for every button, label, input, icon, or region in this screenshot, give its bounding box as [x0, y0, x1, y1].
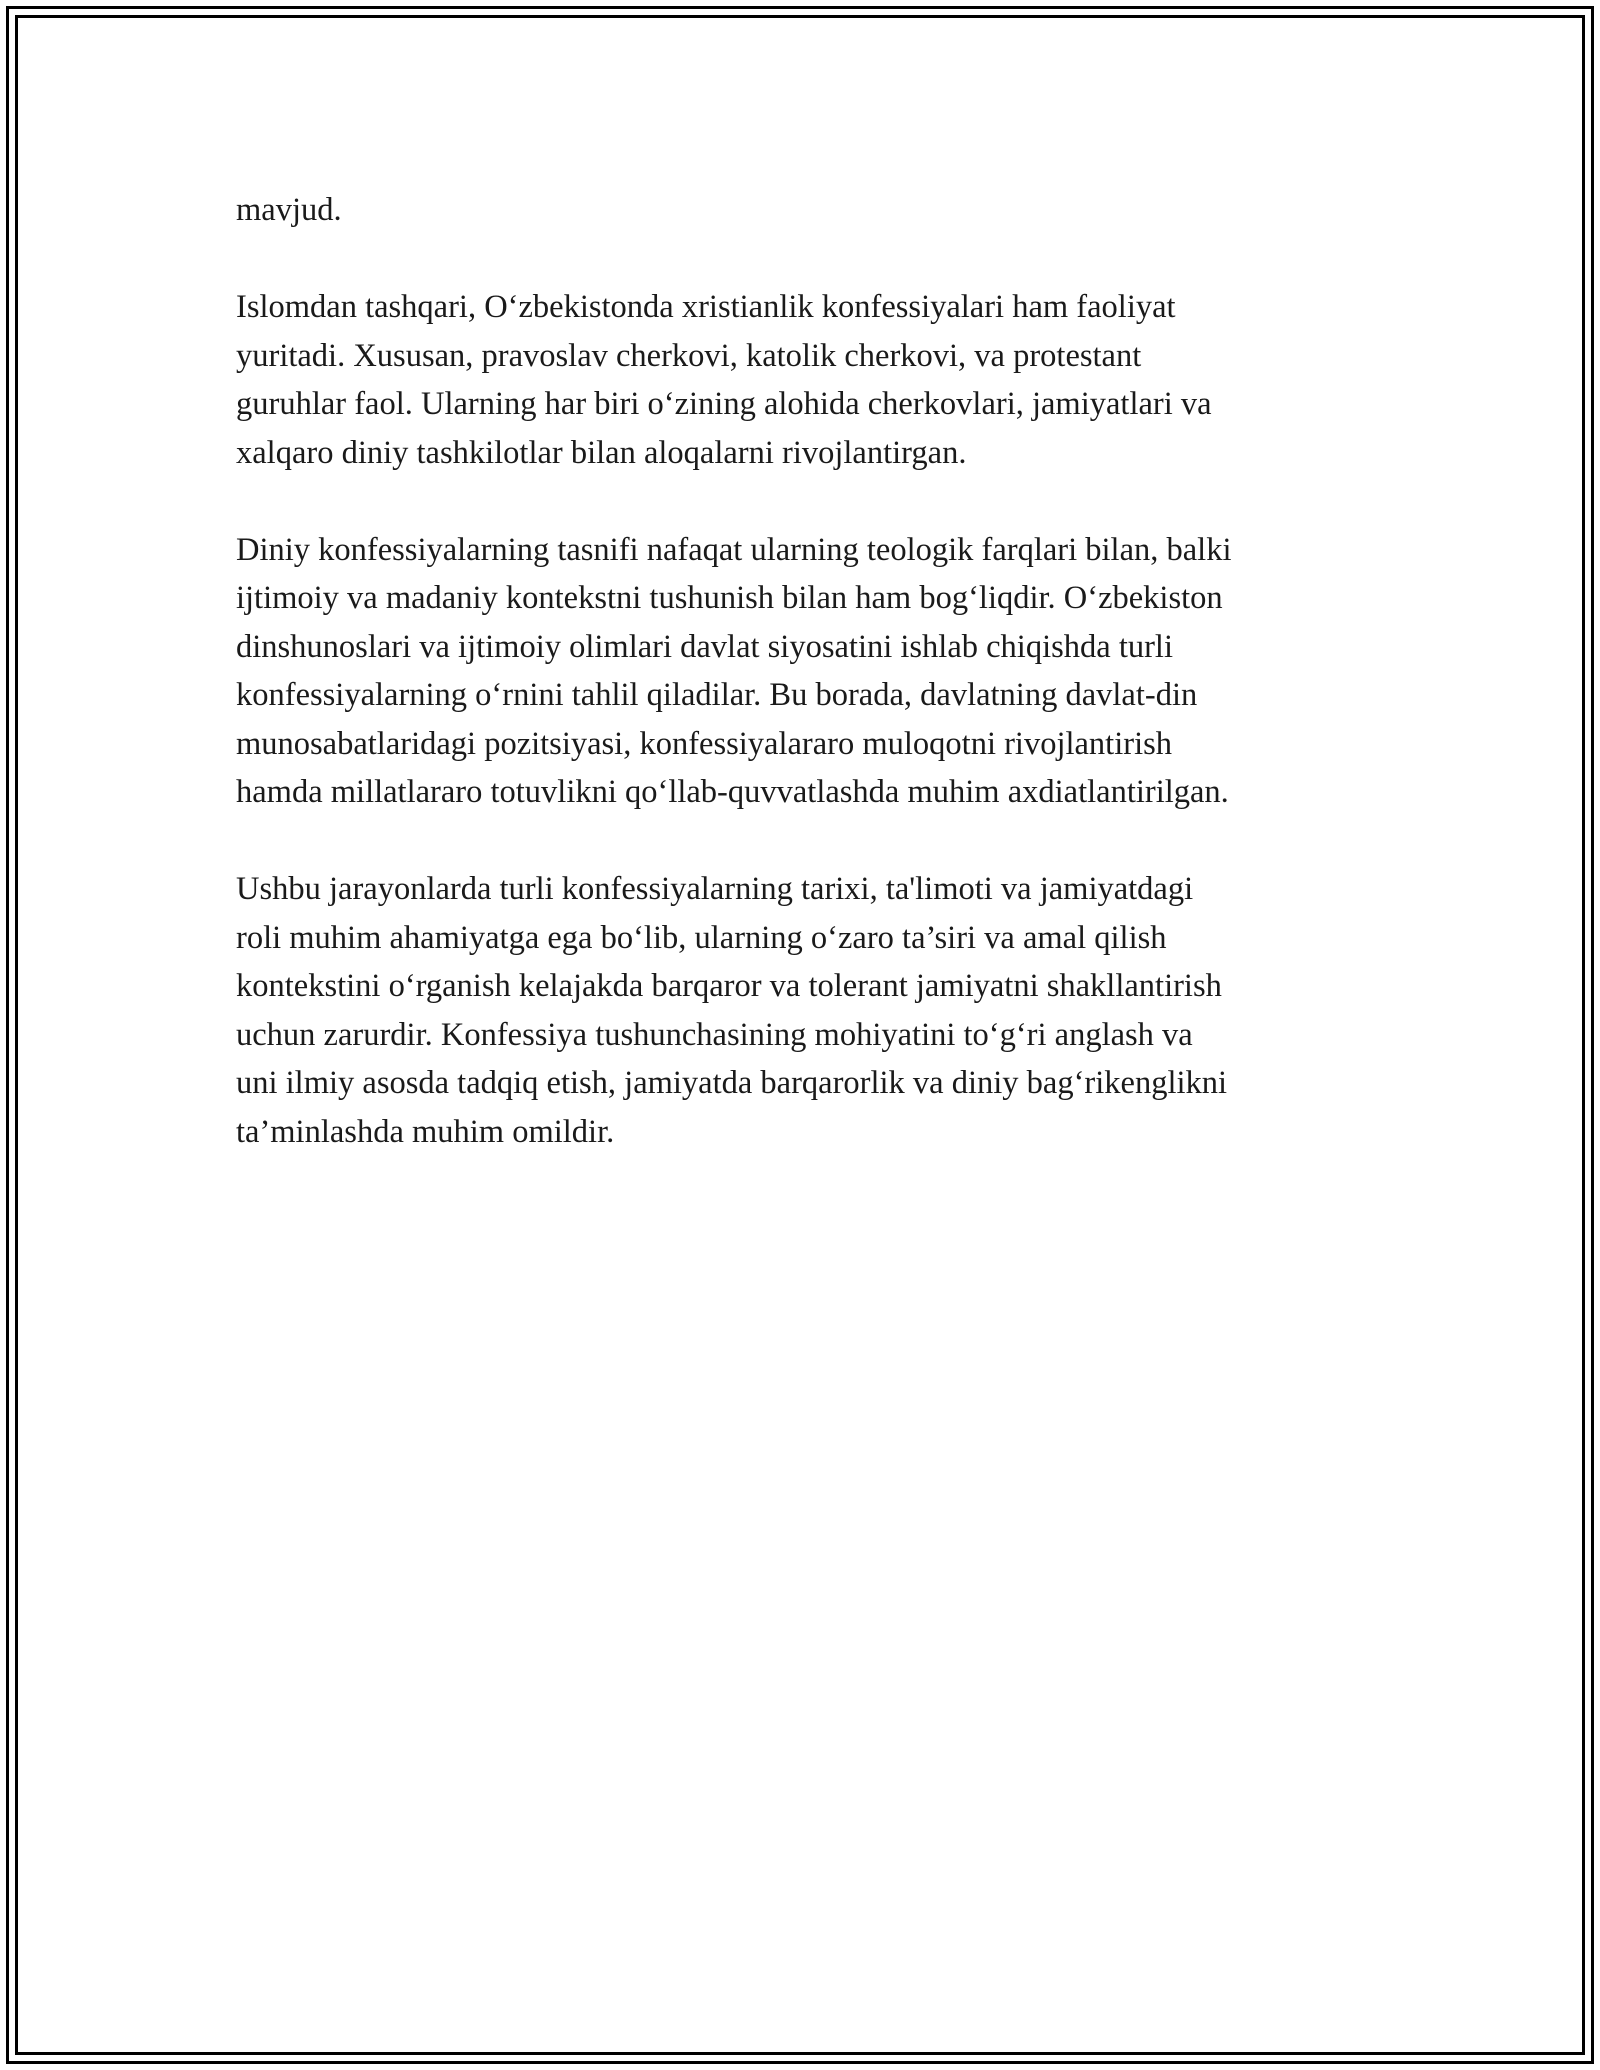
text-line: uni ilmiy asosda tadqiq etish, jamiyatda barqarorlik va diniy bag‘rikenglikni: [236, 1065, 1228, 1101]
text-line: guruhlar faol. Ularning har biri o‘zining alohida cherkovlari, jamiyatlari va: [236, 386, 1212, 422]
text-line: xalqaro diniy tashkilotlar bilan aloqalarni rivojlantirgan.: [236, 434, 967, 471]
document-body: [236, 186, 1396, 1205]
paragraph-1: [236, 186, 1396, 235]
text-line: Islomdan tashqari, O‘zbekistonda xristianlik konfessiyalari ham faoliyat: [236, 289, 1176, 325]
text-line: dinshunoslari va ijtimoiy olimlari davlat siyosatini ishlab chiqishda turli: [236, 628, 1173, 665]
text-line: kontekstini o‘rganish kelajakda barqaror va tolerant jamiyatni shakllantirish: [236, 968, 1222, 1004]
text-line: ijtimoiy va madaniy kontekstni tushunish bilan ham bog‘liqdir. O‘zbekiston: [236, 580, 1223, 616]
text-line: hamda millatlararo totuvlikni qo‘llab-quvvatlashda muhim axdiatlantirilgan.: [236, 774, 1229, 810]
text-line: konfessiyalarning o‘rnini tahlil qiladilar. Bu borada, davlatning davlat-din: [236, 677, 1198, 713]
text-line: roli muhim ahamiyatga ega bo‘lib, ularning o‘zaro ta’siri va amal qilish: [236, 919, 1167, 956]
paragraph-3: [236, 526, 1396, 817]
text-line: Ushbu jarayonlarda turli konfessiyalarning tarixi, ta'limoti va jamiyatdagi: [236, 871, 1194, 907]
text-line: mavjud.: [236, 192, 342, 228]
text-line: yuritadi. Xususan, pravoslav cherkovi, katolik cherkovi, va protestant: [236, 337, 1142, 374]
text-line: ta’minlashda muhim omildir.: [236, 1113, 615, 1150]
text-line: munosabatlaridagi pozitsiyasi, konfessiyalararo muloqotni rivojlantirish: [236, 725, 1172, 762]
paragraph-2: [236, 283, 1396, 477]
paragraph-4: [236, 865, 1396, 1156]
text-line: Diniy konfessiyalarning tasnifi nafaqat ularning teologik farqlari bilan, balki: [236, 531, 1232, 568]
text-line: uchun zarurdir. Konfessiya tushunchasining mohiyatini to‘g‘ri anglash va: [236, 1016, 1193, 1053]
